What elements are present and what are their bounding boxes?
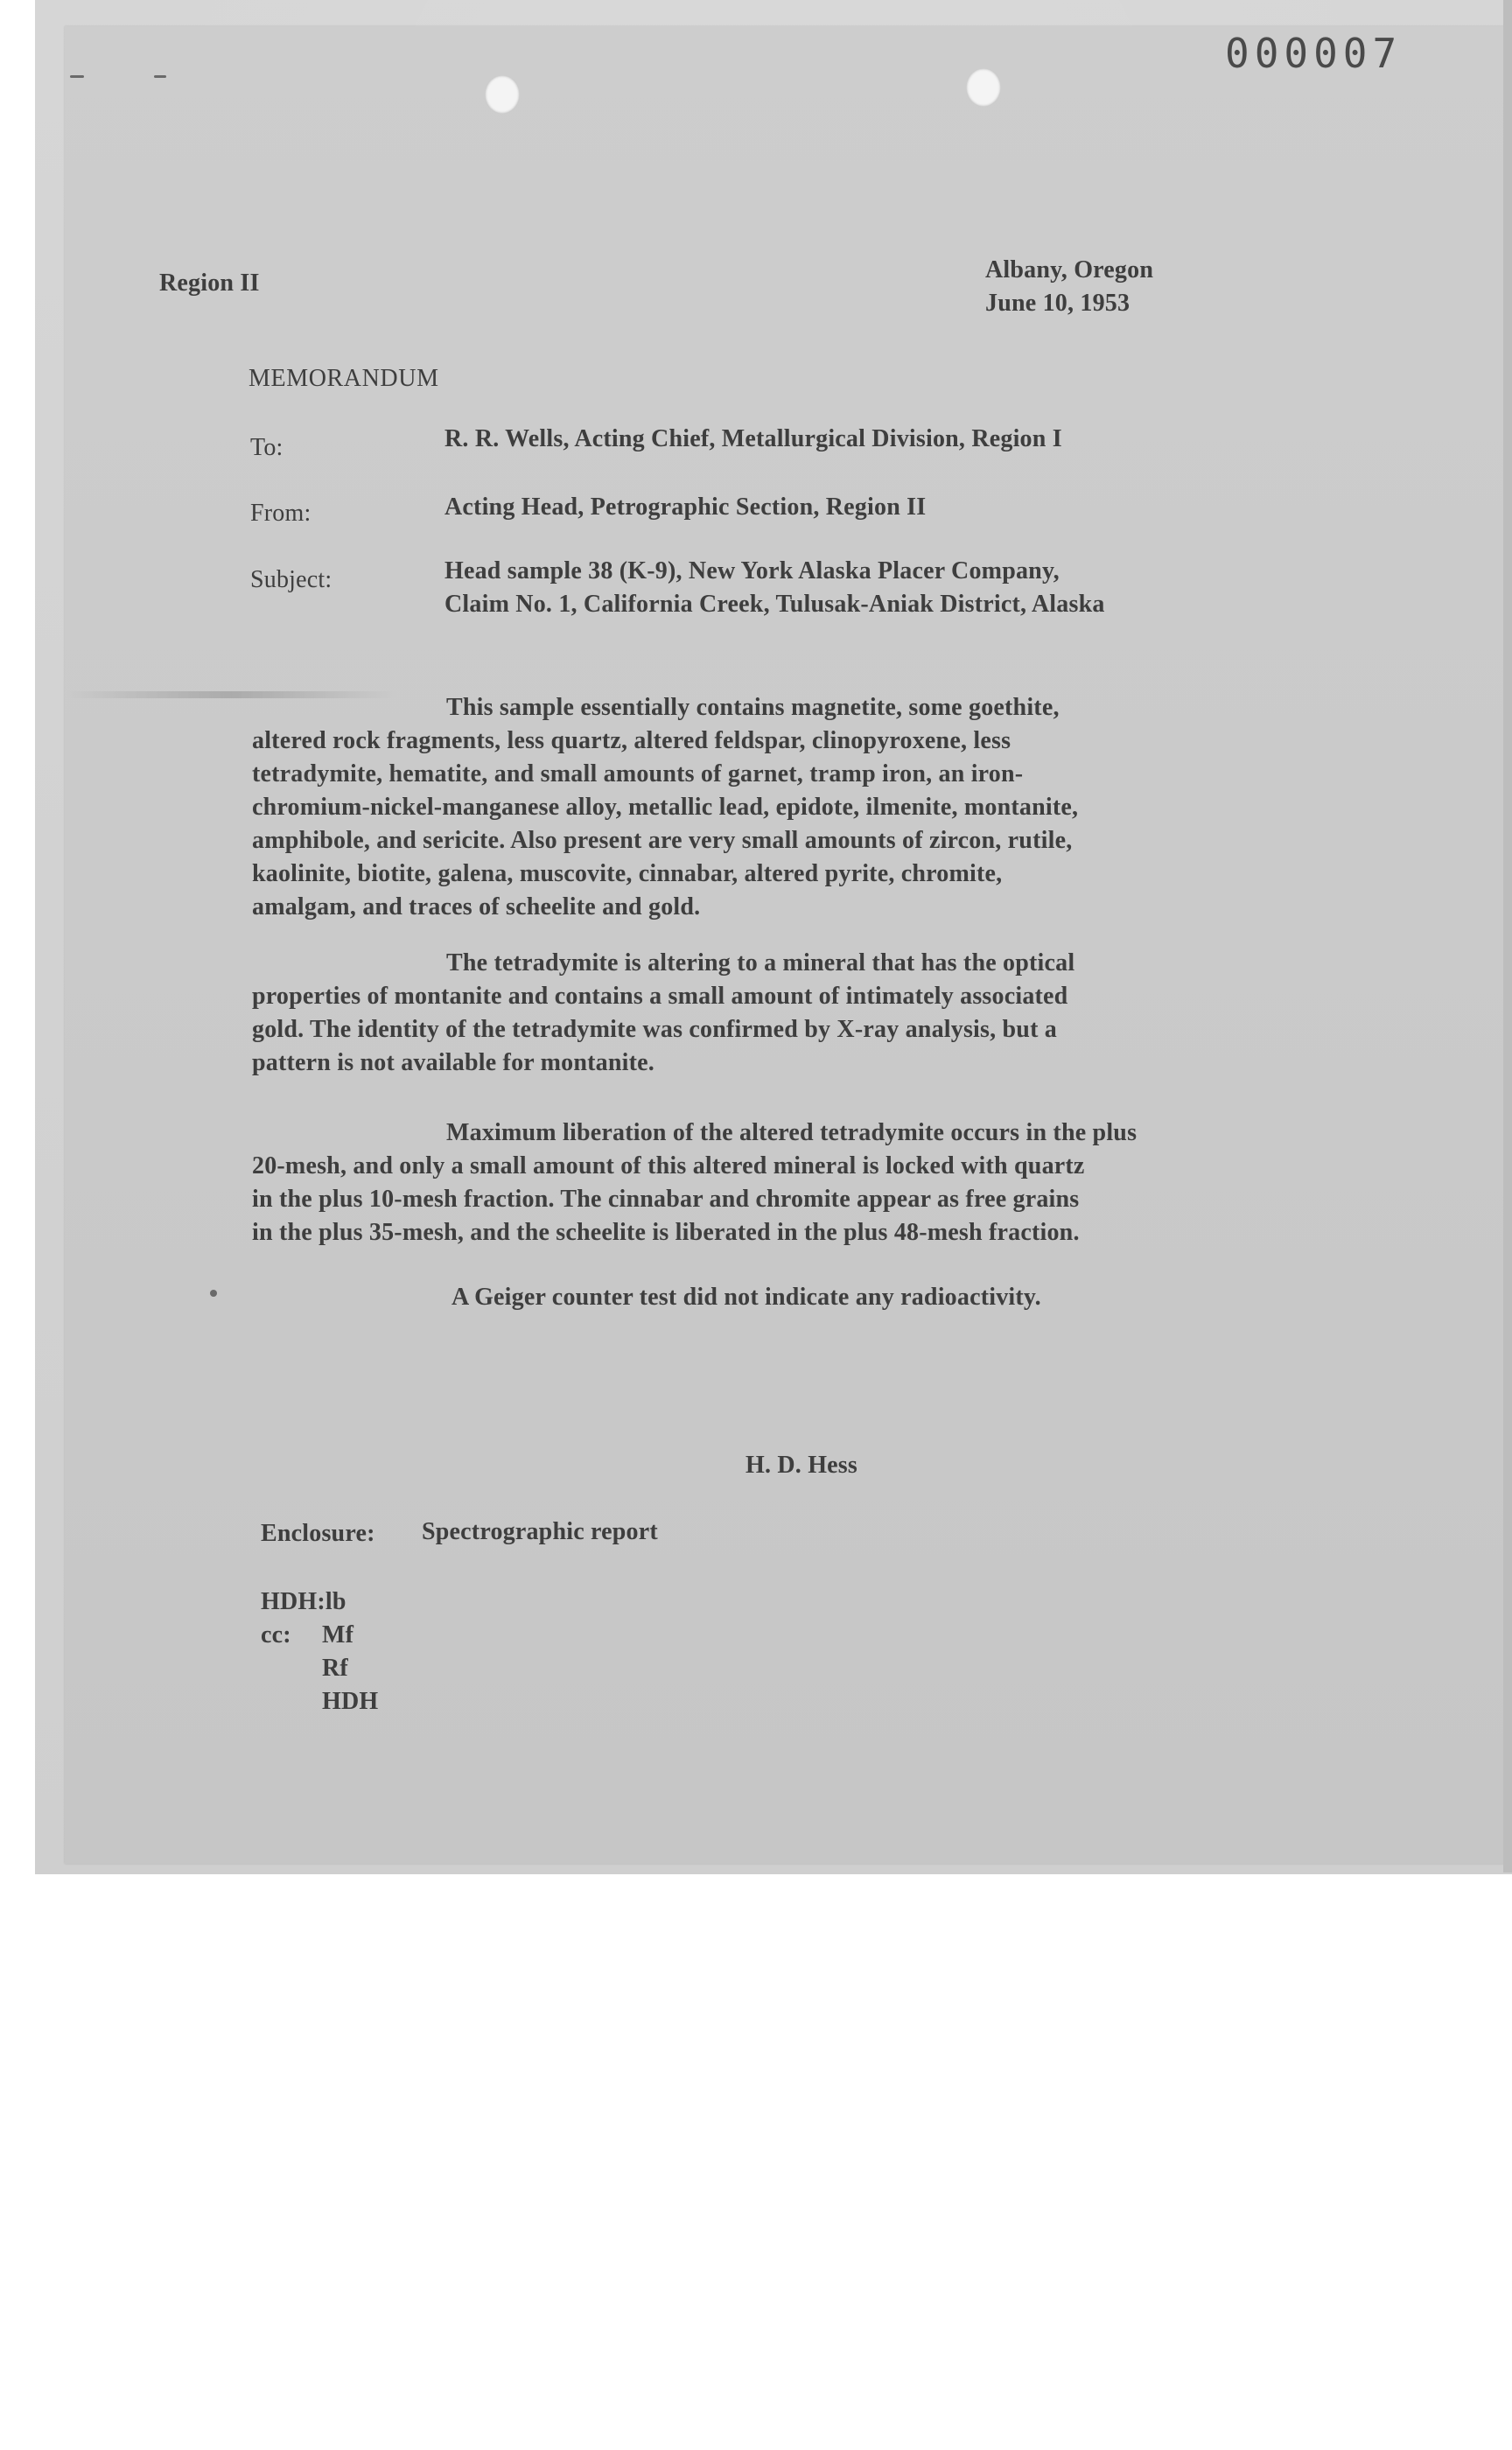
paragraph-line: This sample essentially contains magnetite, some goethite, bbox=[446, 694, 1060, 721]
to-label: To: bbox=[250, 434, 284, 461]
cc-item: HDH bbox=[322, 1688, 379, 1715]
cc-label: cc: bbox=[261, 1621, 291, 1648]
paragraph-line: amphibole, and sericite. Also present are very small amounts of zircon, rutile, bbox=[252, 827, 1073, 854]
signature-name: H. D. Hess bbox=[746, 1452, 858, 1479]
paragraph-line: in the plus 35-mesh, and the scheelite is liberated in the plus 48-mesh fraction. bbox=[252, 1219, 1080, 1246]
location: Albany, Oregon bbox=[985, 256, 1154, 284]
to-value: R. R. Wells, Acting Chief, Metallurgical Division, Region I bbox=[444, 425, 1062, 452]
paragraph-line: pattern is not available for montanite. bbox=[252, 1049, 654, 1076]
page-edge bbox=[1503, 0, 1512, 1872]
paragraph-line: altered rock fragments, less quartz, altered feldspar, clinopyroxene, less bbox=[252, 727, 1012, 754]
paragraph-line: Maximum liberation of the altered tetradymite occurs in the plus bbox=[446, 1119, 1138, 1146]
scan-speck bbox=[154, 75, 166, 78]
enclosure-label: Enclosure: bbox=[261, 1520, 375, 1547]
body-paragraph bbox=[252, 1116, 1320, 1250]
paragraph-line: amalgam, and traces of scheelite and gold. bbox=[252, 893, 701, 920]
from-value: Acting Head, Petrographic Section, Region II bbox=[444, 494, 927, 521]
enclosure-value: Spectrographic report bbox=[422, 1518, 658, 1545]
scan-speck bbox=[210, 1290, 217, 1297]
subject-label: Subject: bbox=[250, 566, 332, 593]
subject-line: Claim No. 1, California Creek, Tulusak-Aniak District, Alaska bbox=[444, 591, 1105, 618]
memo-title: MEMORANDUM bbox=[248, 365, 439, 392]
cc-item: Rf bbox=[322, 1655, 348, 1682]
body-paragraph bbox=[252, 691, 1320, 924]
cc-item: Mf bbox=[322, 1621, 354, 1648]
paragraph-line: kaolinite, biotite, galena, muscovite, cinnabar, altered pyrite, chromite, bbox=[252, 860, 1003, 887]
paragraph-line: gold. The identity of the tetradymite was confirmed by X-ray analysis, but a bbox=[252, 1016, 1057, 1043]
memo-date: June 10, 1953 bbox=[985, 290, 1130, 317]
scan-speck bbox=[70, 75, 84, 78]
from-label: From: bbox=[250, 500, 312, 527]
typist-initials: HDH:lb bbox=[261, 1588, 346, 1615]
subject-line: Head sample 38 (K-9), New York Alaska Placer Company, bbox=[444, 557, 1060, 584]
document-number: 000007 bbox=[1225, 30, 1403, 77]
paragraph-line: properties of montanite and contains a small amount of intimately associated bbox=[252, 983, 1068, 1010]
paragraph-line: chromium-nickel-manganese alloy, metallic lead, epidote, ilmenite, montanite, bbox=[252, 794, 1079, 821]
region-label: Region II bbox=[159, 270, 260, 297]
body-paragraph bbox=[252, 947, 1320, 1080]
paragraph-line: 20-mesh, and only a small amount of this altered mineral is locked with quartz bbox=[252, 1152, 1085, 1180]
paragraph-line: The tetradymite is altering to a mineral that has the optical bbox=[446, 949, 1075, 976]
geiger-statement: A Geiger counter test did not indicate any radioactivity. bbox=[452, 1284, 1041, 1311]
paragraph-line: tetradymite, hematite, and small amounts of garnet, tramp iron, an iron- bbox=[252, 760, 1024, 788]
paragraph-line: in the plus 10-mesh fraction. The cinnabar and chromite appear as free grains bbox=[252, 1186, 1080, 1213]
punch-hole bbox=[966, 68, 1001, 107]
punch-hole bbox=[485, 75, 520, 114]
